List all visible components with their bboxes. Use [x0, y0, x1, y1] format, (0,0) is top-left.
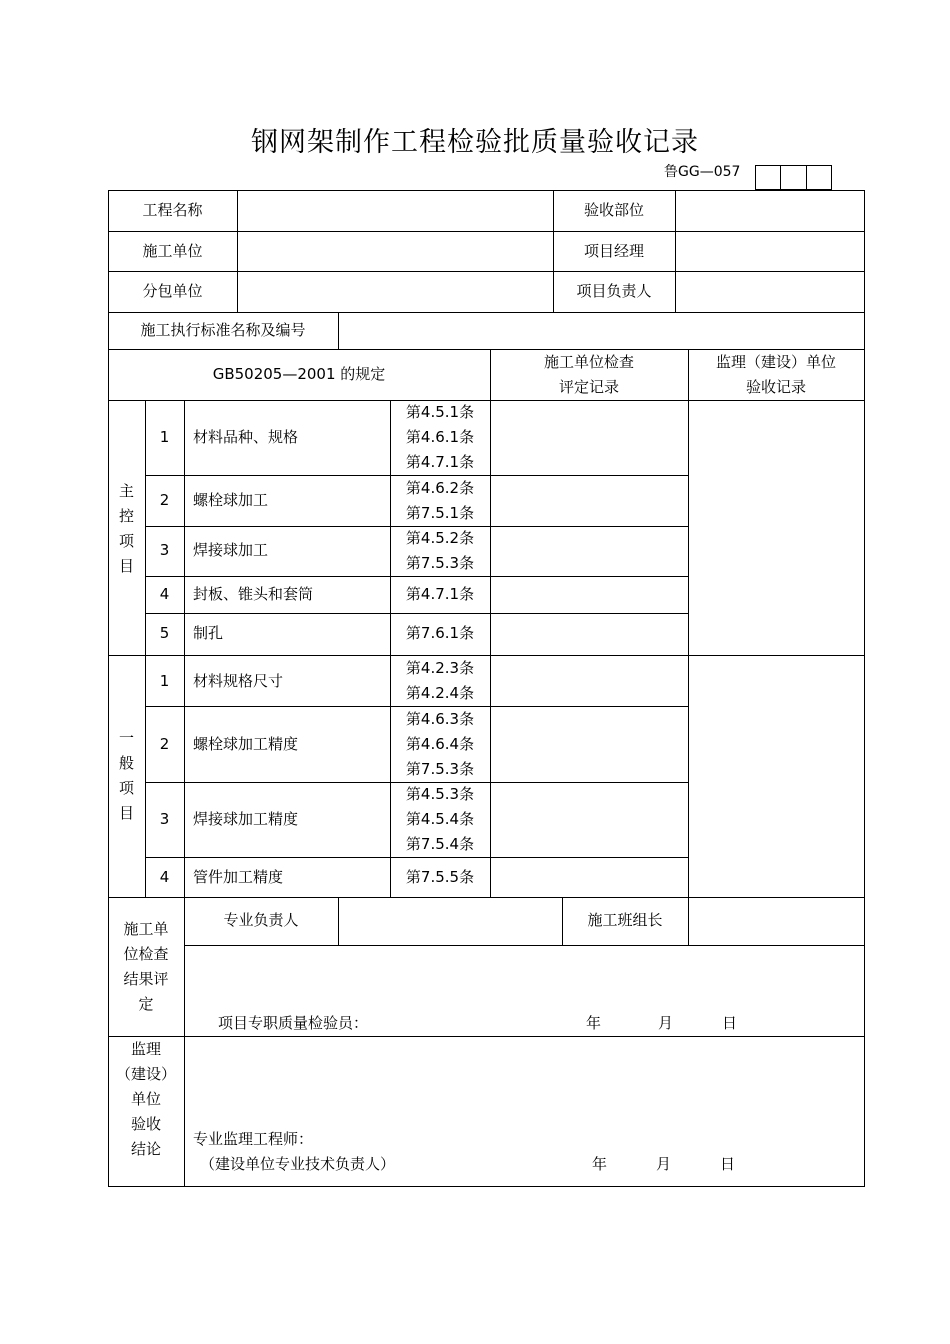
code-box-3	[806, 165, 832, 190]
item-number: 4	[159, 868, 170, 886]
supervisor-result-label: 验收	[130, 1115, 161, 1133]
supervising-engineer-label: 专业监理工程师：	[193, 1130, 314, 1148]
table-border-top	[108, 190, 865, 191]
item-clause: 第4.5.1条	[405, 403, 475, 421]
row-line	[108, 1036, 865, 1037]
item-name: 材料品种、规格	[193, 428, 299, 446]
supervisor-result-label: 监理	[130, 1040, 161, 1058]
general-items-label-char: 目	[118, 804, 134, 822]
col-line	[184, 897, 185, 1187]
item-name: 管件加工精度	[193, 868, 284, 886]
item-clause: 第4.5.4条	[405, 810, 475, 828]
inspector-label: 项目专职质量检验员：	[218, 1014, 369, 1032]
general-items-label-char: 般	[118, 754, 134, 772]
subcontractor-label: 分包单位	[142, 282, 203, 300]
contractor-result-label: 位检查	[123, 945, 169, 963]
item-name: 封板、锥头和套筒	[193, 585, 314, 603]
date-month: 月	[656, 1155, 672, 1173]
form-code: 鲁GG—057	[664, 164, 741, 180]
inspection-part-label: 验收部位	[583, 201, 644, 219]
contractor-label: 施工单位	[142, 242, 203, 260]
col-line	[688, 897, 689, 945]
row-line	[108, 231, 865, 232]
code-box-1	[755, 165, 781, 190]
supervisor-result-label: （建设）	[115, 1065, 176, 1083]
col-line	[338, 897, 339, 945]
main-items-label-char: 目	[118, 557, 134, 575]
general-items-label-char: 项	[118, 779, 134, 797]
item-clause: 第4.5.2条	[405, 529, 475, 547]
item-clause: 第4.6.4条	[405, 735, 475, 753]
main-items-label-char: 项	[118, 532, 134, 550]
row-line	[108, 897, 865, 898]
contractor-result-label: 结果评	[123, 970, 169, 988]
item-clause: 第4.5.3条	[405, 785, 475, 803]
owner-technical-leader-label: （建设单位专业技术负责人）	[200, 1155, 396, 1173]
date-day: 日	[720, 1155, 736, 1173]
row-line	[145, 613, 689, 614]
spec-column-header: GB50205—2001 的规定	[212, 365, 386, 383]
supervisor-result-label: 单位	[130, 1090, 161, 1108]
item-number: 1	[159, 672, 170, 690]
contractor-result-label: 施工单	[123, 920, 169, 938]
date-year: 年	[586, 1014, 602, 1032]
item-clause: 第4.7.1条	[405, 453, 475, 471]
item-clause: 第7.6.1条	[405, 624, 475, 642]
table-border-right	[864, 190, 865, 1187]
item-clause: 第7.5.1条	[405, 504, 475, 522]
item-name: 螺栓球加工精度	[193, 735, 299, 753]
item-clause: 第7.5.3条	[405, 760, 475, 778]
item-name: 材料规格尺寸	[193, 672, 284, 690]
item-number: 3	[159, 541, 170, 559]
item-name: 制孔	[193, 624, 224, 642]
date-month: 月	[658, 1014, 674, 1032]
project-name-label: 工程名称	[142, 201, 203, 219]
contractor-check-header-line1: 施工单位检查	[543, 353, 634, 371]
date-day: 日	[722, 1014, 738, 1032]
page-title: 钢网架制作工程检验批质量验收记录	[251, 127, 699, 158]
contractor-result-label: 定	[138, 995, 154, 1013]
item-clause: 第4.7.1条	[405, 585, 475, 603]
item-number: 1	[159, 428, 170, 446]
main-items-label-char: 主	[118, 482, 134, 500]
team-leader-label: 施工班组长	[587, 911, 663, 929]
item-number: 4	[159, 585, 170, 603]
code-box-2	[780, 165, 807, 190]
item-clause: 第4.6.3条	[405, 710, 475, 728]
supervisor-check-header-line1: 监理（建设）单位	[715, 353, 836, 371]
specialist-label: 专业负责人	[223, 911, 299, 929]
row-line	[108, 312, 865, 313]
col-line	[237, 190, 238, 312]
item-clause: 第4.2.4条	[405, 684, 475, 702]
col-line	[675, 190, 676, 312]
item-number: 3	[159, 810, 170, 828]
table-border-bottom	[108, 1186, 865, 1187]
date-year: 年	[592, 1155, 608, 1173]
item-number: 5	[159, 624, 170, 642]
item-clause: 第7.5.4条	[405, 835, 475, 853]
row-line	[145, 857, 689, 858]
item-name: 焊接球加工精度	[193, 810, 299, 828]
row-line	[145, 576, 689, 577]
item-number: 2	[159, 491, 170, 509]
project-manager-label: 项目经理	[583, 242, 644, 260]
item-number: 2	[159, 735, 170, 753]
standard-label: 施工执行标准名称及编号	[140, 321, 306, 339]
item-name: 焊接球加工	[193, 541, 269, 559]
item-name: 螺栓球加工	[193, 491, 269, 509]
item-clause: 第4.6.1条	[405, 428, 475, 446]
row-line	[108, 271, 865, 272]
item-clause: 第4.6.2条	[405, 479, 475, 497]
general-items-label-char: 一	[118, 729, 134, 747]
col-line	[338, 312, 339, 349]
item-clause: 第4.2.3条	[405, 659, 475, 677]
supervisor-check-header-line2: 验收记录	[745, 378, 806, 396]
item-clause: 第7.5.5条	[405, 868, 475, 886]
project-leader-label: 项目负责人	[576, 282, 652, 300]
item-clause: 第7.5.3条	[405, 554, 475, 572]
main-items-label-char: 控	[118, 507, 134, 525]
contractor-check-header-line2: 评定记录	[558, 378, 619, 396]
row-line	[184, 945, 865, 946]
supervisor-result-label: 结论	[130, 1140, 161, 1158]
